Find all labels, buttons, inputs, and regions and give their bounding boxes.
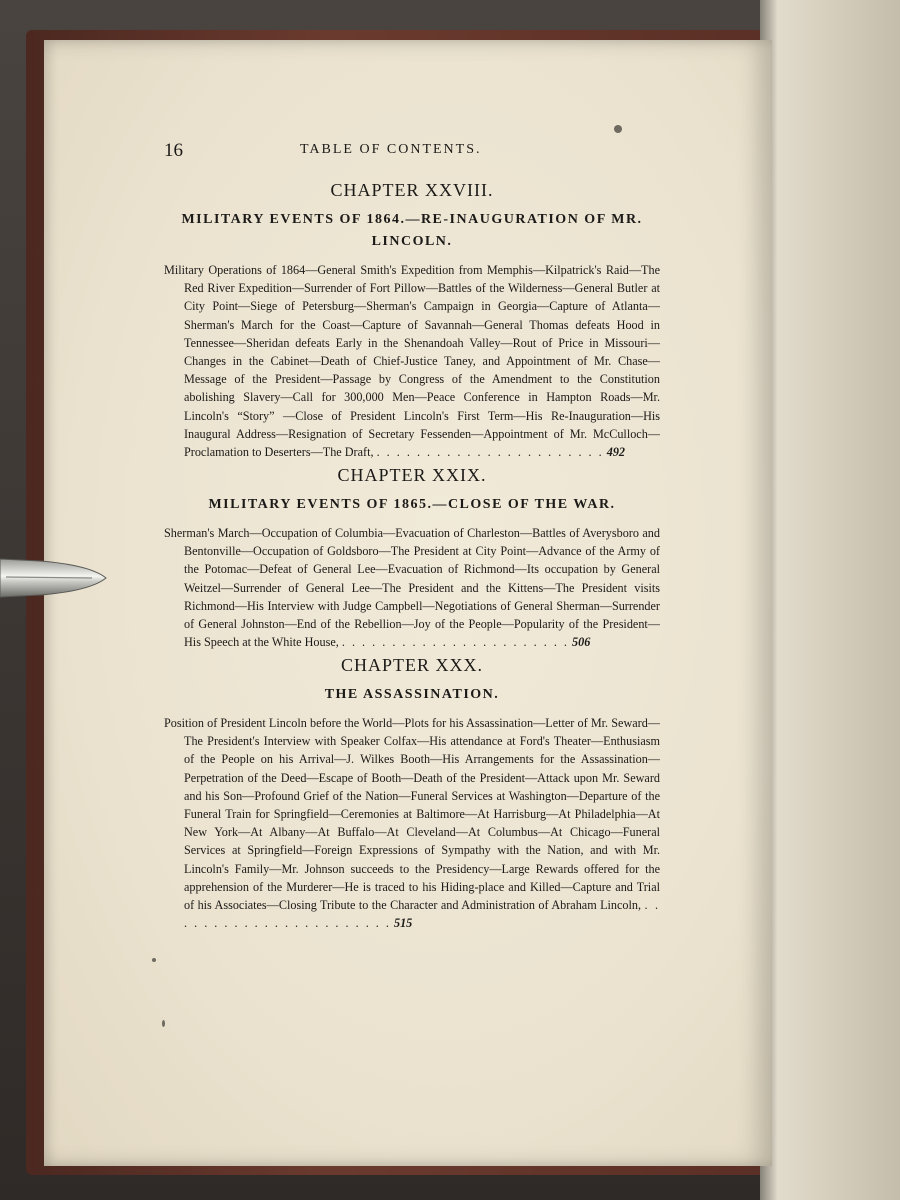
chapter-entry (164, 655, 660, 932)
chapter-entry (164, 465, 660, 651)
chapter-title: CHAPTER XXVIII. (330, 180, 494, 200)
dot-leader: . . . . . . . . . . . . . . . . . . . . . . . (376, 445, 604, 460)
paper-speck (152, 958, 156, 962)
chapter-page-number: 506 (572, 635, 591, 650)
page-header (164, 140, 664, 164)
metal-bookmark-clip (0, 555, 108, 601)
chapter-entry (164, 180, 660, 461)
chapter-page-number: 515 (393, 916, 413, 931)
paper-speck (614, 125, 622, 133)
chapter-subtitle: MILITARY EVENTS OF 1864.—RE-INAUGURATION OF MR. LINCOLN. (181, 212, 643, 249)
chapter-title: CHAPTER XXIX. (337, 465, 487, 485)
chapter-summary (164, 261, 660, 461)
chapter-subtitle: THE ASSASSINATION. (324, 687, 500, 702)
chapter-summary (164, 714, 660, 932)
paper-speck (162, 1020, 165, 1027)
summary-text: Sherman's March—Occupation of Columbia—Evacuation of Charleston—Battles of Averysboro and Bentonville—Occupation of Goldsboro—The President at City Point—Advance of the Army of the Potomac—Defeat of General Lee—Evacuation of Richmond—Its occupation by General Weitzel—Surrender of General Lee—The President and the Kittens—The President visits Richmond—His Interview with Judge Campbell—Negotiations of General Sherman—Surrender of General Johnston—End of the Rebellion—Joy of the People—Popularity of the President—His Speech at the White House, (164, 526, 660, 650)
chapter-title: CHAPTER XXX. (340, 655, 483, 675)
summary-text: Position of President Lincoln before the World—Plots for his Assassination—Letter of Mr. Seward—The President's Interview with Speaker Colfax—His attendance at Ford's Theater—Enthusiasm of the People on his Arrival—J. Wilkes Booth—His Arrangements for the Assassination—Perpetration of the Deed—Escape of Booth—Death of the President—Attack upon Mr. Seward and his Son—Profound Grief of the Nation—Funeral Services at Washington—Departure of the Funeral Train for Springfield—Ceremonies at Baltimore—At Harrisburg—At Philadelphia—At New York—At Albany—At Buffalo—At Cleveland—At Columbus—At Chicago—Funeral Services at Springfield—Foreign Expressions of Sympathy with the Nation, and with Mr. Lincoln's Family—Mr. Johnson succeeds to the Presidency—Large Rewards offered for the apprehension of the Murderer—He is traced to his Hiding-place and Killed—Capture and Trial of his Associates—Closing Tribute to the Character and Administration of Abraham Lincoln, (164, 716, 660, 913)
summary-text: Military Operations of 1864—General Smith's Expedition from Memphis—Kilpatrick's Raid—The Red River Expedition—Surrender of Fort Pillow—Battles of the Wilderness—General Butler at City Point—Siege of Petersburg—Sherman's Campaign in Georgia—Capture of Atlanta—Sherman's March for the Coast—Capture of Savannah—General Thomas defeats Hood in Tennessee—Sheridan defeats Early in the Shenandoah Valley—Rout of Price in Missouri—Changes in the Cabinet—Death of Chief-Justice Taney, and Appointment of Mr. Chase—Message of the President—Passage by Congress of the Amendment to the Constitution abolishing Slavery—Call for 300,000 Men—Peace Conference in Hampton Roads—Mr. Lincoln's “Story” —Close of President Lincoln's First Term—His Re-Inauguration—His Inaugural Address—Resignation of Secretary Fessenden—Appointment of Mr. McCulloch—Proclamation to Deserters—The Draft, (164, 263, 660, 460)
dot-leader: . . . . . . . . . . . . . . . . . . . . . . . (184, 898, 661, 931)
chapter-page-number: 492 (606, 445, 626, 460)
chapter-subtitle: MILITARY EVENTS OF 1865.—CLOSE OF THE WAR. (208, 497, 616, 512)
chapter-summary (164, 524, 660, 651)
book-page (44, 40, 772, 1166)
dot-leader: . . . . . . . . . . . . . . . . . . . . . . . (341, 635, 569, 650)
facing-page-edges (760, 0, 900, 1200)
page-number: 16 (164, 140, 183, 161)
running-title: TABLE OF CONTENTS. (300, 142, 482, 157)
